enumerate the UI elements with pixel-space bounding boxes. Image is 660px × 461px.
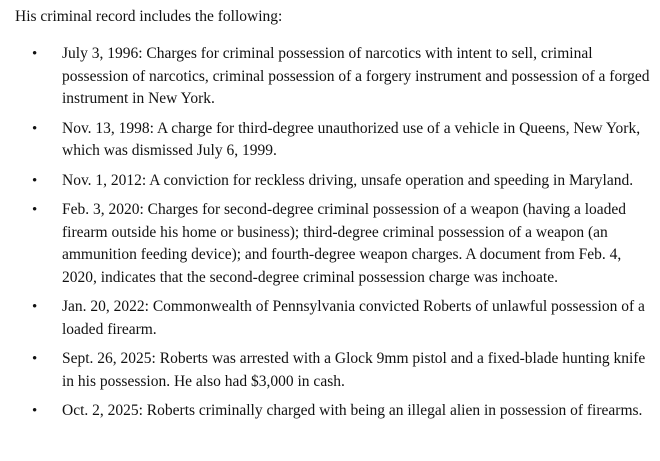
list-item — [15, 43, 656, 111]
list-item — [15, 400, 656, 423]
list-item — [15, 170, 656, 193]
bullet-icon: • — [32, 46, 38, 62]
list-item-text: Oct. 2, 2025: Roberts criminally charged with being an illegal alien in possession of firearms. — [62, 402, 643, 419]
list-item-text: Feb. 3, 2020: Charges for second-degree criminal possession of a weapon (having a loaded firearm outside his home or business); third-degree criminal possession of a weapon (an ammunition feeding device); and fourth-degree weapon charges. A document from Feb. 4, 2020, indicates that the second-degree criminal possession charge was inchoate. — [62, 201, 627, 286]
list-item-text: July 3, 1996: Charges for criminal possession of narcotics with intent to sell, criminal possession of narcotics, criminal possession of a forgery instrument and possession of a forged instrument in New York. — [62, 45, 650, 107]
bullet-icon: • — [32, 403, 38, 419]
list-item-text: Jan. 20, 2022: Commonwealth of Pennsylvania convicted Roberts of unlawful possession of a loaded firearm. — [62, 298, 645, 338]
criminal-record-list — [15, 43, 660, 423]
bullet-icon: • — [32, 172, 38, 189]
list-item — [15, 118, 656, 163]
bullet-icon: • — [32, 202, 38, 218]
list-item-text: Nov. 13, 1998: A charge for third-degree unauthorized use of a vehicle in Queens, New York, which was dismissed July 6, 1999. — [62, 119, 641, 159]
list-item-text: Sept. 26, 2025: Roberts was arrested with a Glock 9mm pistol and a fixed-blade hunting knife in his possession. He also had $3,000 in cash. — [62, 350, 646, 390]
list-item-text: Nov. 1, 2012: A conviction for reckless driving, unsafe operation and speeding in Maryland. — [62, 171, 634, 189]
bullet-icon: • — [32, 351, 38, 367]
list-item — [15, 199, 656, 289]
intro-paragraph: His criminal record includes the following: — [15, 8, 283, 25]
bullet-icon: • — [32, 299, 38, 315]
bullet-icon: • — [32, 120, 38, 137]
list-item — [15, 348, 656, 393]
list-item — [15, 296, 656, 341]
